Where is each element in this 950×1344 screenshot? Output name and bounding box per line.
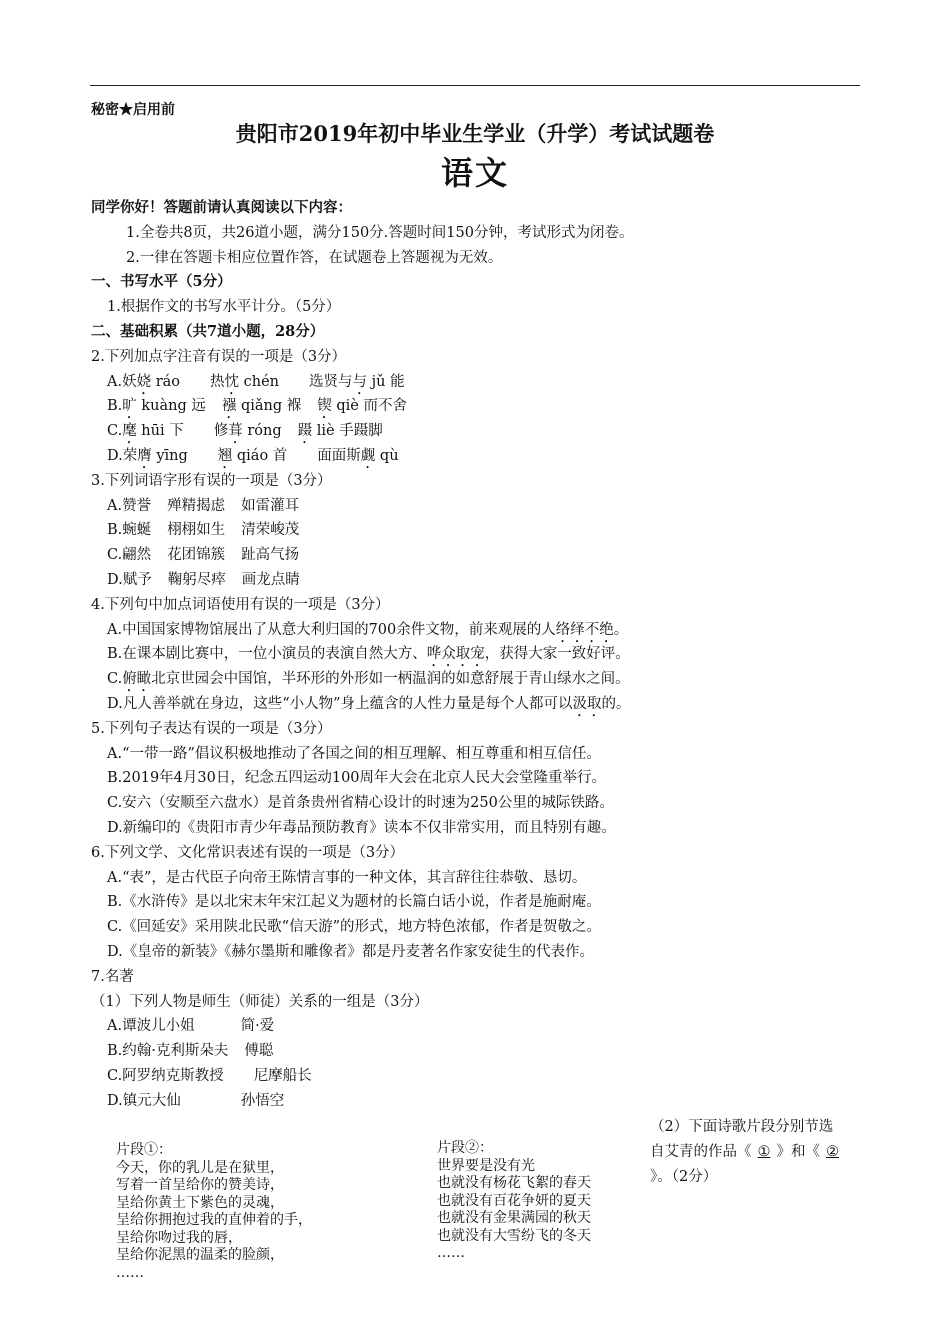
notice-item: 1.全卷共8页，共26道小题，满分150分.答题时间150分钟，考试形式为闭卷。 [126, 224, 634, 241]
poem-line: 写着一首呈给你的赞美诗， [116, 1177, 284, 1193]
option-a: A.谭波儿小姐 简·爱 [107, 1018, 275, 1035]
subject-title: 语文 [440, 154, 509, 192]
poem-line: 呈给你泥黑的温柔的脸颜， [116, 1247, 284, 1263]
poem-line: …… [437, 1245, 465, 1261]
answer-blank-2: ② [826, 1144, 839, 1160]
sub-question: （1）下列人物是师生（师徒）关系的一组是（3分） [91, 993, 429, 1010]
option-b: B.《水浒传》是以北宋末年宋江起义为题材的长篇白话小说，作者是施耐庵。 [107, 894, 601, 911]
option-d: D.《皇帝的新装》《赫尔墨斯和雕像者》都是丹麦著名作家安徒生的代表作。 [107, 943, 594, 960]
poem-fragment-2 [437, 1140, 591, 1263]
header-rule [90, 85, 860, 86]
question-stem: 3.下列词语字形有误的一项是（3分） [91, 472, 332, 489]
poem-line: 呈给你拥抱过我的直伸着的手， [116, 1212, 312, 1228]
poem-line: 呈给你黄土下紫色的灵魂， [116, 1194, 284, 1211]
sub-question-2: （2）下面诗歌片段分别节选 自艾青的作品《 ① 》和《 ② 》。（2分） [650, 1115, 865, 1190]
option-b: B.约翰·克利斯朵夫 傅聪 [107, 1043, 274, 1060]
option-d: D.赋予 鞠躬尽瘁 画龙点睛 [107, 571, 300, 588]
exam-body [91, 196, 866, 1113]
answer-blank-1: ① [757, 1144, 771, 1160]
poem-line: 今天，你的乳儿是在狱里， [116, 1159, 284, 1176]
option-a: A.妖娆 ráo 热忱 chén 选贤与与 jǔ 能 [107, 373, 405, 390]
option-d: D.凡人善举就在身边，这些“小人物”身上蕴含的人性力量是每个人都可以汲取的。 [107, 695, 631, 712]
option-a: A.“一带一路”倡议积极地推动了各国之间的相互理解、相互尊重和相互信任。 [107, 745, 601, 762]
option-c: C.翩然 花团锦簇 趾高气扬 [107, 547, 300, 564]
fragment-label: 片段①： [116, 1142, 172, 1158]
question-stem: 6.下列文学、文化常识表述有误的一项是（3分） [91, 844, 405, 861]
option-c: C.安六（安顺至六盘水）是首条贵州省精心设计的时速为250公里的城际铁路。 [107, 795, 614, 812]
poem-line: 也就没有百花争妍的夏天 [437, 1192, 591, 1209]
question-stem: 2.下列加点字注音有误的一项是（3分） [91, 348, 347, 365]
option-a: A.赞誉 殚精揭虑 如雷灌耳 [107, 497, 300, 514]
option-d: D.新编印的《贵阳市青少年毒品预防教育》读本不仅非常实用，而且特别有趣。 [107, 819, 616, 836]
option-c: C.俯瞰北京世园会中国馆，半环形的外形如一柄温润的如意舒展于青山绿水之间。 [107, 671, 630, 688]
question-stem: 7.名著 [91, 968, 134, 985]
option-c: C.《回延安》采用陕北民歌“信天游”的形式，地方特色浓郁，作者是贺敬之。 [107, 919, 602, 936]
option-b: B.蜿蜒 栩栩如生 清荣峻茂 [107, 522, 300, 539]
poem-line: 世界要是没有光 [437, 1157, 535, 1174]
notice-heading: 同学你好！答题前请认真阅读以下内容： [91, 199, 352, 216]
option-b: B.在课本剧比赛中，一位小演员的表演自然大方、哗众取宠，获得大家一致好评。 [107, 646, 630, 663]
exam-title: 贵阳市2019年初中毕业生学业（升学）考试试题卷 [235, 121, 715, 146]
question-stem: 4.下列句中加点词语使用有误的一项是（3分） [91, 596, 390, 613]
option-b: B.旷 kuàng 远 襁 qiǎng 褓 锲 qiè 而不舍 [107, 398, 407, 415]
option-c: C.阿罗纳克斯教授 尼摩船长 [107, 1067, 312, 1084]
question-item: 1.根据作文的书写水平计分。（5分） [107, 299, 341, 316]
poem-line: 也就没有金果满园的秋天 [437, 1210, 591, 1226]
fragment-label: 片段②： [437, 1140, 493, 1156]
poem-line: 也就没有大雪纷飞的冬天 [437, 1227, 591, 1244]
option-d: D.镇元大仙 孙悟空 [107, 1092, 285, 1109]
option-d: D.荣膺 yīng 翘 qiáo 首 面面斯觑 qù [107, 447, 399, 464]
section-heading: 二、基础积累（共7道小题，28分） [91, 322, 325, 340]
secret-label: 秘密★启用前 [91, 102, 175, 118]
notice-item: 2.一律在答题卡相应位置作答，在试题卷上答题视为无效。 [126, 249, 503, 266]
section-heading: 一、书写水平（5分） [91, 273, 232, 291]
option-b: B.2019年4月30日，纪念五四运动100周年大会在北京人民大会堂隆重举行。 [107, 770, 607, 787]
poem-line: 也就没有杨花飞絮的春天 [437, 1175, 591, 1191]
option-c: C.麾 hūi 下 修葺 róng 蹑 liè 手蹑脚 [107, 423, 383, 440]
option-a: A.“表”，是古代臣子向帝王陈情言事的一种文体，其言辞往往恭敬、恳切。 [107, 869, 587, 886]
poem-fragment-1 [116, 1142, 312, 1282]
poem-line: 呈给你吻过我的唇， [116, 1229, 242, 1246]
option-a: A.中国国家博物馆展出了从意大利归国的700余件文物，前来观展的人络绎不绝。 [107, 621, 629, 638]
question-stem: 5.下列句子表达有误的一项是（3分） [91, 720, 332, 737]
poem-line: …… [116, 1264, 144, 1281]
